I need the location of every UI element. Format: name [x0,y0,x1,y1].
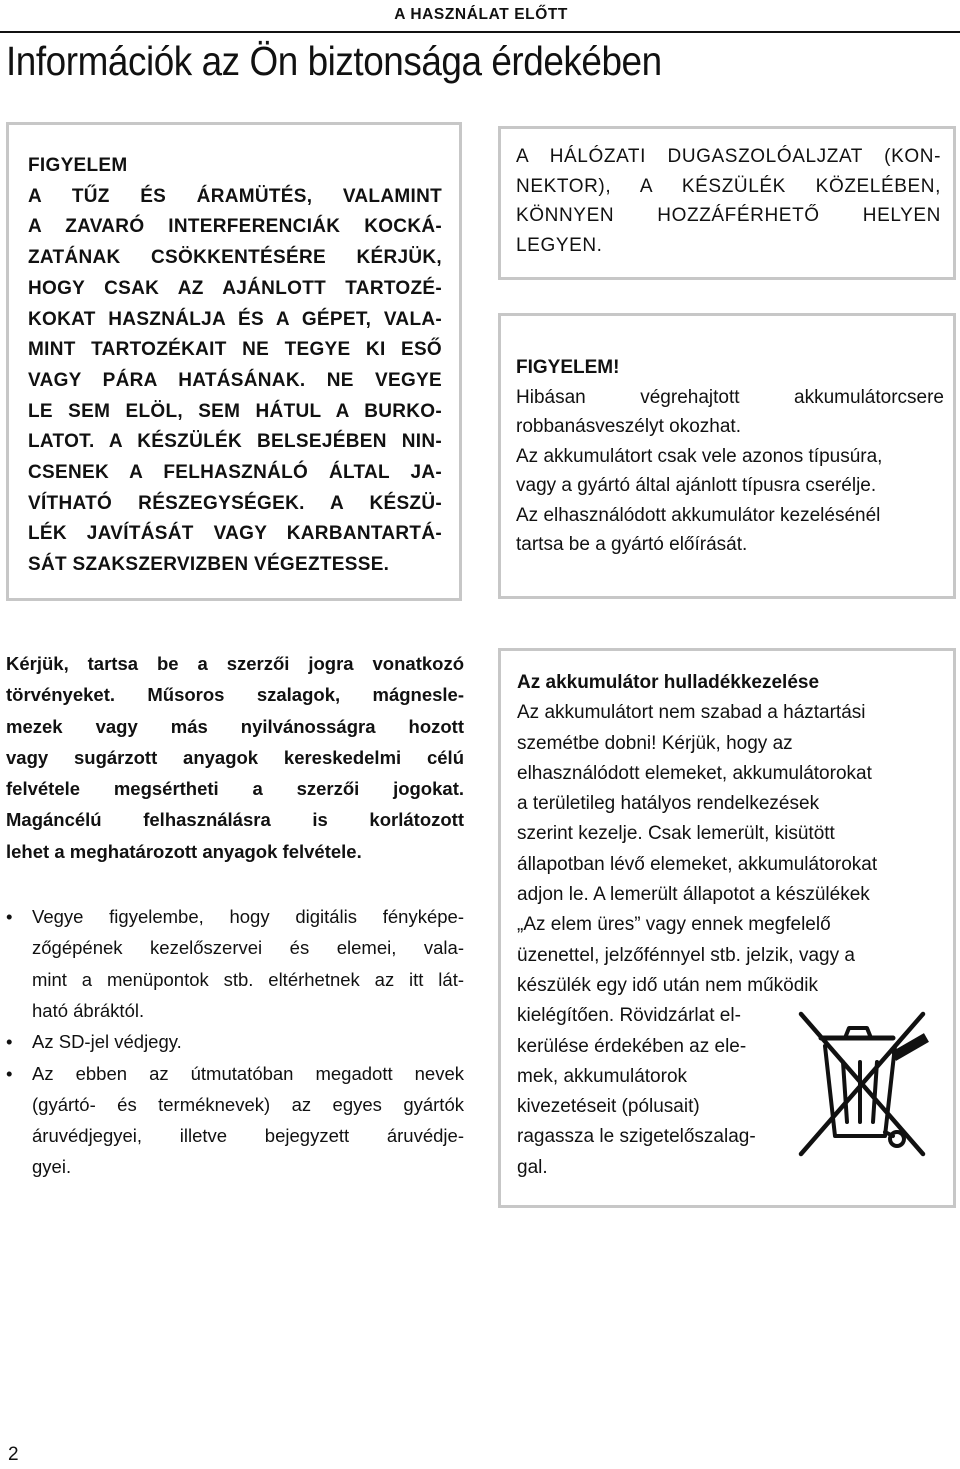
warning-line: LE SEM ELÖL, SEM HÁTUL A BURKO- [28,400,442,422]
copyright-line: Kérjük, tartsa be a szerzői jogra vonatkozó [6,653,464,674]
battery-warning-box [498,313,956,599]
warning-line: MINT TARTOZÉKAIT NE TEGYE KI ESŐ [28,339,442,361]
disposal-line: üzenettel, jelzőfénnyel stb. jelzik, vagy a [517,944,855,966]
note-line: Vegye figyelembe, hogy digitális fényképe- [32,906,464,928]
section-label: A HASZNÁLAT ELŐTT [394,6,568,23]
battery-warning-heading: FIGYELEM! [516,357,620,378]
disposal-line: szerint kezelje. Csak lemerült, kisütött [517,823,835,845]
warning-line: A TŰZ ÉS ÁRAMÜTÉS, VALAMINT [28,185,442,207]
socket-line: A HÁLÓZATI DUGASZOLÓALJZAT (KON- [516,146,941,167]
note-line: Az SD-jel védjegy. [32,1031,182,1053]
disposal-line: adjon le. A lemerült állapotot a készülékek [517,884,870,906]
socket-line: KÖNNYEN HOZZÁFÉRHETŐ HELYEN [516,205,941,226]
disposal-line: kielégítően. Rövidzárlat el- [517,1005,741,1027]
warning-line: LATOT. A KÉSZÜLÉK BELSEJÉBEN NIN- [28,431,442,453]
disposal-line: „Az elem üres” vagy ennek megfelelő [517,914,831,936]
battery-line: Hibásan végrehajtott akkumulátorcsere [516,386,944,408]
header-rule [0,31,960,33]
note-line: áruvédjegyei, illetve bejegyzett áruvédje- [32,1125,464,1147]
disposal-line: kerülése érdekében az ele- [517,1035,747,1057]
disposal-line: készülék egy idő után nem működik [517,974,818,996]
copyright-line: lehet a meghatározott anyagok felvétele. [6,840,362,862]
disposal-line: a területileg hatályos rendelkezések [517,793,820,815]
fire-shock-warning-text [28,151,442,581]
left-column [6,648,464,1183]
warning-line: SÁT SZAKSZERVIZBEN VÉGEZTESSE. [28,554,390,576]
warning-line: CSENEK A FELHASZNÁLÓ ÁLTAL JA- [28,462,442,484]
disposal-line: állapotban lévő elemeket, akkumulátorokat [517,853,878,875]
copyright-line: törvényeket. Műsoros szalagok, mágnesle- [6,684,464,706]
copyright-line: Magáncélú felhasználásra is korlátozott [6,809,464,831]
warning-line: HOGY CSAK AZ AJÁNLOTT TARTOZÉ- [28,277,442,299]
page-title: Információk az Ön biztonsága érdekében [6,38,662,84]
list-item [6,1058,464,1183]
note-line: (gyártó- és terméknevek) az egyes gyártók [32,1093,464,1115]
battery-line: vagy a gyártó által ajánlott típusra cserélje. [516,475,877,496]
note-line: mint a menüpontok stb. eltérhetnek az itt lát- [32,968,464,990]
copyright-notice [6,648,464,867]
warning-line: FIGYELEM [28,155,128,176]
warning-line: VÍTHATÓ RÉSZEGYSÉGEK. A KÉSZÜ- [28,492,442,514]
mains-socket-text [516,142,941,260]
socket-line: NEKTOR), A KÉSZÜLÉK KÖZELÉBEN, [516,175,941,197]
mains-socket-box [498,126,956,280]
socket-line: LEGYEN. [516,234,603,256]
note-line: Az ebben az útmutatóban megadott nevek [32,1062,464,1084]
note-line: zőgépének kezelőszervei és elemei, vala- [32,937,464,959]
disposal-line: mek, akkumulátorok [517,1065,688,1087]
bullet-icon: • [6,1031,13,1053]
warning-line: KOKAT HASZNÁLJA ÉS A GÉPET, VALA- [28,308,442,330]
battery-disposal-box [498,648,956,1208]
copyright-line: mezek vagy más nyilvánosságra hozott [6,715,464,737]
disposal-line: ragassza le szigetelőszalag- [517,1126,756,1148]
disposal-line: szemétbe dobni! Kérjük, hogy az [517,732,793,754]
warning-line: LÉK JAVÍTÁSÁT VAGY KARBANTARTÁ- [28,523,442,545]
warning-line: VAGY PÁRA HATÁSÁNAK. NE VEGYE [28,369,442,391]
note-line: ható ábráktól. [32,999,145,1021]
copyright-line: felvétele megsértheti a szerzői jogokat. [6,778,464,800]
page-number: 2 [8,1444,19,1465]
warning-line: ZATÁNAK CSÖKKENTÉSÉRE KÉRJÜK, [28,247,442,269]
notes-list [6,901,464,1183]
battery-line: Az akkumulátort csak vele azonos típusúra, [516,445,883,467]
bullet-icon: • [6,906,13,928]
battery-disposal-heading: Az akkumulátor hulladékkezelése [517,672,820,693]
battery-line: Az elhasználódott akkumulátor kezelésénél [516,504,881,526]
list-item [6,1026,464,1057]
battery-line: tartsa be a gyártó előírását. [516,534,748,555]
disposal-line: Az akkumulátort nem szabad a háztartási [517,702,866,724]
warning-line: A ZAVARÓ INTERFERENCIÁK KOCKÁ- [28,216,442,238]
bullet-icon: • [6,1062,13,1084]
crossed-out-wheelie-bin-icon [783,1004,939,1162]
note-line: gyei. [32,1156,72,1178]
battery-warning-text [516,353,944,560]
list-item [6,901,464,1026]
battery-line: robbanásveszélyt okozhat. [516,416,741,437]
disposal-line: elhasználódott elemeket, akkumulátorokat [517,762,872,784]
fire-shock-warning-box [6,122,462,601]
copyright-line: vagy sugárzott anyagok kereskedelmi célú [6,746,464,768]
disposal-line: gal. [517,1156,548,1178]
disposal-line: kivezetéseit (pólusait) [517,1096,700,1118]
